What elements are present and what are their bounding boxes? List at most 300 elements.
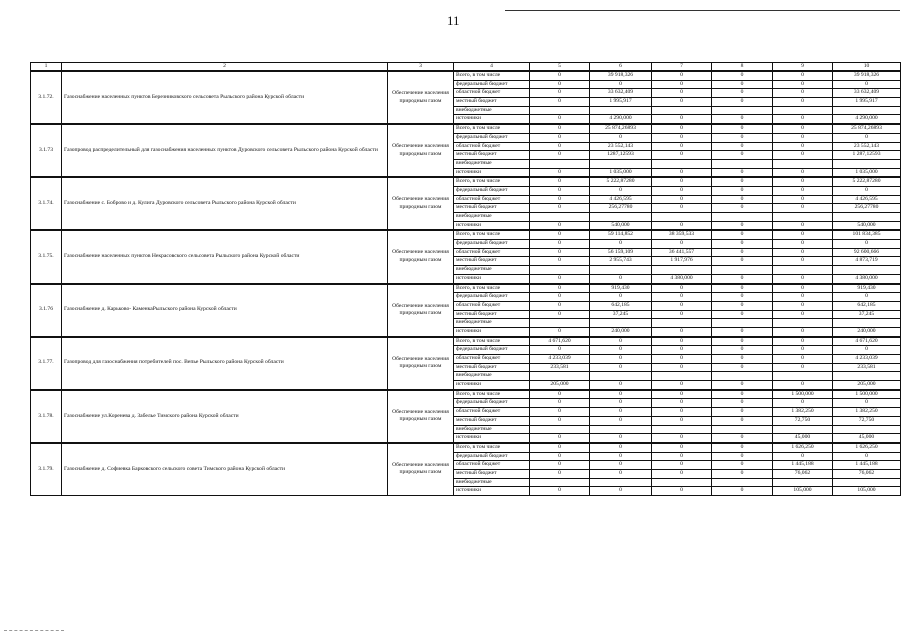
funding-source-label: внебюджетные xyxy=(454,266,530,275)
amount-cell: 4 671,620 xyxy=(833,337,901,346)
amount-cell: 0 xyxy=(652,293,712,302)
amount-cell: 4 426,595 xyxy=(833,195,901,204)
amount-cell: 76,062 xyxy=(833,469,901,478)
amount-cell: 0 xyxy=(530,284,590,293)
item-name: Газоснабжение д. Карьково- КаменкаРыльского района Курской области xyxy=(62,284,388,337)
amount-cell: 4 233,039 xyxy=(833,355,901,364)
funding-source-label: областной бюджет xyxy=(454,355,530,364)
amount-cell: 0 xyxy=(530,89,590,98)
amount-cell: 0 xyxy=(712,284,773,293)
amount-cell: 0 xyxy=(773,381,833,390)
item-name: Газоснабжение ул.Коренева д. Забелье Тимского района Курской области xyxy=(62,390,388,443)
amount-cell: 0 xyxy=(712,186,773,195)
header-cell: 10 xyxy=(833,63,901,72)
amount-cell: 0 xyxy=(712,408,773,417)
amount-cell: 0 xyxy=(590,381,652,390)
amount-cell: 0 xyxy=(712,301,773,310)
amount-cell: 0 xyxy=(773,124,833,133)
amount-cell: 0 xyxy=(652,346,712,355)
amount-cell: 0 xyxy=(652,204,712,213)
amount-cell: 0 xyxy=(833,452,901,461)
amount-cell: 205,000 xyxy=(530,381,590,390)
funding-source-label: Всего, в том числе xyxy=(454,390,530,399)
funding-source-label: областной бюджет xyxy=(454,301,530,310)
amount-cell: 33 632,409 xyxy=(590,89,652,98)
amount-cell: 0 xyxy=(773,327,833,336)
amount-cell xyxy=(530,159,590,168)
amount-cell xyxy=(590,159,652,168)
amount-cell: 0 xyxy=(773,248,833,257)
amount-cell xyxy=(652,372,712,381)
amount-cell: 0 xyxy=(652,301,712,310)
amount-cell: 0 xyxy=(652,195,712,204)
funding-source-label: источники xyxy=(454,168,530,177)
amount-cell: 0 xyxy=(530,399,590,408)
header-cell: 5 xyxy=(530,63,590,72)
amount-cell: 0 xyxy=(773,133,833,142)
amount-cell: 4 290,000 xyxy=(590,115,652,124)
funding-source-label: источники xyxy=(454,381,530,390)
funding-source-label: внебюджетные xyxy=(454,425,530,434)
amount-cell: 0 xyxy=(773,293,833,302)
amount-cell: 39 918,326 xyxy=(590,71,652,80)
amount-cell xyxy=(833,425,901,434)
amount-cell xyxy=(652,266,712,275)
funding-source-label: источники xyxy=(454,327,530,336)
amount-cell: 0 xyxy=(590,408,652,417)
amount-cell: 919,430 xyxy=(833,284,901,293)
amount-cell: 0 xyxy=(530,248,590,257)
amount-cell: 0 xyxy=(773,71,833,80)
funding-source-label: источники xyxy=(454,434,530,443)
amount-cell: 0 xyxy=(773,186,833,195)
funding-source-label: местный бюджет xyxy=(454,151,530,160)
amount-cell: 1 382,250 xyxy=(773,408,833,417)
amount-cell: 2 955,743 xyxy=(590,257,652,266)
amount-cell: 0 xyxy=(712,80,773,89)
amount-cell: 37,245 xyxy=(833,310,901,319)
item-purpose: Обеспечение населения природным газом xyxy=(388,337,454,390)
amount-cell: 0 xyxy=(590,434,652,443)
amount-cell: 0 xyxy=(652,469,712,478)
amount-cell xyxy=(773,266,833,275)
amount-cell: 0 xyxy=(530,221,590,230)
funding-source-label: областной бюджет xyxy=(454,89,530,98)
amount-cell: 0 xyxy=(652,443,712,452)
amount-cell: 0 xyxy=(773,115,833,124)
item-number: 3.1.74. xyxy=(31,177,62,230)
amount-cell xyxy=(712,478,773,487)
funding-source-label: источники xyxy=(454,221,530,230)
amount-cell xyxy=(712,425,773,434)
amount-cell: 76,062 xyxy=(773,469,833,478)
amount-cell: 0 xyxy=(530,230,590,239)
amount-cell: 0 xyxy=(652,452,712,461)
amount-cell: 0 xyxy=(773,195,833,204)
amount-cell xyxy=(530,372,590,381)
amount-cell: 0 xyxy=(530,195,590,204)
funding-source-label: федеральный бюджет xyxy=(454,346,530,355)
amount-cell: 0 xyxy=(712,310,773,319)
amount-cell xyxy=(530,106,590,115)
amount-cell xyxy=(590,372,652,381)
table-row xyxy=(31,337,901,346)
amount-cell: 0 xyxy=(652,151,712,160)
amount-cell: 4 873,719 xyxy=(833,257,901,266)
funding-source-label: местный бюджет xyxy=(454,469,530,478)
amount-cell: 1 445,188 xyxy=(833,461,901,470)
funding-source-label: областной бюджет xyxy=(454,195,530,204)
amount-cell: 0 xyxy=(530,443,590,452)
amount-cell xyxy=(712,213,773,222)
amount-cell: 37,245 xyxy=(590,310,652,319)
table-row xyxy=(31,177,901,186)
amount-cell: 0 xyxy=(530,469,590,478)
amount-cell: 0 xyxy=(773,310,833,319)
amount-cell: 0 xyxy=(712,337,773,346)
item-purpose: Обеспечение населения природным газом xyxy=(388,177,454,230)
amount-cell: 0 xyxy=(773,177,833,186)
header-row xyxy=(31,63,901,72)
amount-cell xyxy=(833,213,901,222)
amount-cell: 0 xyxy=(530,416,590,425)
amount-cell: 1287,12593 xyxy=(590,151,652,160)
amount-cell: 23 552,143 xyxy=(590,142,652,151)
amount-cell: 0 xyxy=(530,346,590,355)
amount-cell: 72,750 xyxy=(773,416,833,425)
amount-cell: 0 xyxy=(530,142,590,151)
funding-source-label: федеральный бюджет xyxy=(454,240,530,249)
amount-cell: 0 xyxy=(833,346,901,355)
header-cell: 1 xyxy=(31,63,62,72)
funding-source-label: федеральный бюджет xyxy=(454,186,530,195)
amount-cell: 0 xyxy=(712,293,773,302)
funding-source-label: федеральный бюджет xyxy=(454,452,530,461)
funding-source-label: внебюджетные xyxy=(454,372,530,381)
table-row xyxy=(31,230,901,239)
funding-source-label: внебюджетные xyxy=(454,319,530,328)
header-cell: 4 xyxy=(454,63,530,72)
amount-cell: 642,185 xyxy=(833,301,901,310)
item-name: Газоснабжение д. Софиевка Барковского сельского совета Тимского района Курской области xyxy=(62,443,388,496)
amount-cell: 36 441,557 xyxy=(652,248,712,257)
amount-cell: 0 xyxy=(773,399,833,408)
header-cell: 6 xyxy=(590,63,652,72)
amount-cell: 0 xyxy=(530,434,590,443)
amount-cell xyxy=(773,425,833,434)
amount-cell: 0 xyxy=(712,124,773,133)
amount-cell: 0 xyxy=(652,89,712,98)
amount-cell: 0 xyxy=(773,221,833,230)
funding-source-label: местный бюджет xyxy=(454,257,530,266)
amount-cell: 0 xyxy=(530,452,590,461)
amount-cell: 1 287,12593 xyxy=(833,151,901,160)
amount-cell: 0 xyxy=(833,293,901,302)
funding-source-label: источники xyxy=(454,487,530,496)
header-cell: 8 xyxy=(712,63,773,72)
funding-source-label: федеральный бюджет xyxy=(454,133,530,142)
amount-cell: 0 xyxy=(712,327,773,336)
amount-cell: 0 xyxy=(712,195,773,204)
amount-cell: 5 222,87280 xyxy=(833,177,901,186)
amount-cell: 0 xyxy=(652,408,712,417)
amount-cell: 0 xyxy=(590,461,652,470)
amount-cell: 39 918,326 xyxy=(833,71,901,80)
amount-cell: 233,581 xyxy=(833,363,901,372)
amount-cell: 0 xyxy=(773,274,833,283)
amount-cell: 0 xyxy=(712,355,773,364)
amount-cell: 0 xyxy=(712,142,773,151)
amount-cell: 0 xyxy=(652,133,712,142)
amount-cell: 0 xyxy=(773,204,833,213)
amount-cell: 23 552,143 xyxy=(833,142,901,151)
amount-cell: 0 xyxy=(712,230,773,239)
amount-cell: 0 xyxy=(712,434,773,443)
bottom-rule xyxy=(4,630,64,631)
amount-cell: 0 xyxy=(712,399,773,408)
amount-cell: 0 xyxy=(773,452,833,461)
item-number: 3.1.73 xyxy=(31,124,62,177)
amount-cell: 4 380,000 xyxy=(652,274,712,283)
amount-cell: 0 xyxy=(652,434,712,443)
amount-cell: 1 995,917 xyxy=(590,98,652,107)
amount-cell xyxy=(712,266,773,275)
amount-cell: 4 290,000 xyxy=(833,115,901,124)
amount-cell: 0 xyxy=(652,399,712,408)
amount-cell: 0 xyxy=(530,115,590,124)
item-number: 3.1.79. xyxy=(31,443,62,496)
funding-source-label: внебюджетные xyxy=(454,106,530,115)
amount-cell: 0 xyxy=(590,355,652,364)
amount-cell: 0 xyxy=(530,301,590,310)
amount-cell: 0 xyxy=(530,177,590,186)
funding-source-label: внебюджетные xyxy=(454,159,530,168)
amount-cell: 0 xyxy=(530,487,590,496)
amount-cell: 4 671,620 xyxy=(530,337,590,346)
funding-source-label: местный бюджет xyxy=(454,363,530,372)
amount-cell: 1 382,250 xyxy=(833,408,901,417)
funding-source-label: источники xyxy=(454,115,530,124)
amount-cell: 0 xyxy=(652,221,712,230)
amount-cell xyxy=(590,213,652,222)
amount-cell xyxy=(833,478,901,487)
amount-cell: 0 xyxy=(530,293,590,302)
amount-cell: 0 xyxy=(773,80,833,89)
amount-cell: 0 xyxy=(652,284,712,293)
amount-cell: 0 xyxy=(530,98,590,107)
funding-source-label: внебюджетные xyxy=(454,213,530,222)
amount-cell: 0 xyxy=(773,346,833,355)
amount-cell: 0 xyxy=(652,80,712,89)
amount-cell: 0 xyxy=(712,274,773,283)
amount-cell: 0 xyxy=(652,381,712,390)
amount-cell: 0 xyxy=(652,337,712,346)
amount-cell: 0 xyxy=(590,487,652,496)
amount-cell: 240,000 xyxy=(833,327,901,336)
amount-cell: 0 xyxy=(590,416,652,425)
amount-cell: 72,750 xyxy=(833,416,901,425)
amount-cell: 5 222,87280 xyxy=(590,177,652,186)
amount-cell: 25 874,26893 xyxy=(590,124,652,133)
amount-cell: 1 035,000 xyxy=(833,168,901,177)
amount-cell: 0 xyxy=(712,452,773,461)
funding-source-label: федеральный бюджет xyxy=(454,399,530,408)
amount-cell: 233,581 xyxy=(530,363,590,372)
amount-cell: 4 380,000 xyxy=(833,274,901,283)
item-purpose: Обеспечение населения природным газом xyxy=(388,284,454,337)
amount-cell: 0 xyxy=(652,327,712,336)
amount-cell xyxy=(773,478,833,487)
amount-cell: 0 xyxy=(530,204,590,213)
amount-cell: 0 xyxy=(712,346,773,355)
amount-cell: 0 xyxy=(652,416,712,425)
amount-cell: 1 917,976 xyxy=(652,257,712,266)
amount-cell: 0 xyxy=(712,204,773,213)
amount-cell: 0 xyxy=(712,390,773,399)
funding-source-label: местный бюджет xyxy=(454,310,530,319)
amount-cell: 0 xyxy=(773,240,833,249)
funding-source-label: внебюджетные xyxy=(454,478,530,487)
amount-cell: 0 xyxy=(773,98,833,107)
amount-cell: 0 xyxy=(773,230,833,239)
amount-cell: 540,000 xyxy=(833,221,901,230)
amount-cell: 0 xyxy=(652,142,712,151)
amount-cell xyxy=(530,478,590,487)
amount-cell: 0 xyxy=(652,355,712,364)
amount-cell: 256,27780 xyxy=(833,204,901,213)
amount-cell xyxy=(530,425,590,434)
amount-cell xyxy=(833,372,901,381)
amount-cell xyxy=(712,159,773,168)
amount-cell: 0 xyxy=(712,115,773,124)
amount-cell xyxy=(833,319,901,328)
funding-source-label: областной бюджет xyxy=(454,248,530,257)
item-name: Газопровод для газоснабжения потребителей пос. Вепье Рыльского района Курской области xyxy=(62,337,388,390)
amount-cell: 0 xyxy=(773,363,833,372)
amount-cell: 1 500,000 xyxy=(773,390,833,399)
funding-source-label: федеральный бюджет xyxy=(454,80,530,89)
funding-source-label: областной бюджет xyxy=(454,461,530,470)
funding-source-label: Всего, в том числе xyxy=(454,71,530,80)
amount-cell: 0 xyxy=(530,390,590,399)
amount-cell: 0 xyxy=(590,363,652,372)
amount-cell: 0 xyxy=(833,186,901,195)
amount-cell: 0 xyxy=(530,71,590,80)
amount-cell: 256,27780 xyxy=(590,204,652,213)
amount-cell: 540,000 xyxy=(590,221,652,230)
amount-cell: 0 xyxy=(773,168,833,177)
amount-cell: 105,000 xyxy=(833,487,901,496)
amount-cell xyxy=(652,319,712,328)
amount-cell: 38 359,533 xyxy=(652,230,712,239)
funding-source-label: Всего, в том числе xyxy=(454,443,530,452)
amount-cell: 0 xyxy=(712,469,773,478)
amount-cell: 0 xyxy=(712,381,773,390)
top-rule xyxy=(505,10,900,11)
amount-cell: 0 xyxy=(773,89,833,98)
amount-cell: 0 xyxy=(652,115,712,124)
amount-cell: 0 xyxy=(530,168,590,177)
amount-cell: 0 xyxy=(590,469,652,478)
amount-cell: 0 xyxy=(530,310,590,319)
amount-cell: 0 xyxy=(773,301,833,310)
item-purpose: Обеспечение населения природным газом xyxy=(388,443,454,496)
amount-cell: 0 xyxy=(773,355,833,364)
amount-cell xyxy=(833,266,901,275)
amount-cell: 0 xyxy=(652,124,712,133)
funding-source-label: источники xyxy=(454,274,530,283)
table-row xyxy=(31,390,901,399)
amount-cell: 0 xyxy=(712,89,773,98)
amount-cell: 0 xyxy=(530,240,590,249)
amount-cell: 0 xyxy=(590,399,652,408)
amount-cell: 0 xyxy=(712,168,773,177)
amount-cell: 0 xyxy=(530,461,590,470)
item-name: Газоснабжение с. Боброво и д. Кулига Дуровского сельсовета Рыльского района Курской области xyxy=(62,177,388,230)
amount-cell xyxy=(530,266,590,275)
item-purpose: Обеспечение населения природным газом xyxy=(388,230,454,283)
amount-cell: 240,000 xyxy=(590,327,652,336)
item-number: 3.1.72. xyxy=(31,71,62,124)
item-name: Газоснабжение населенных пунктов Березниковского сельсовета Рыльского района Курской области xyxy=(62,71,388,124)
amount-cell: 4 233,039 xyxy=(530,355,590,364)
amount-cell xyxy=(652,213,712,222)
amount-cell: 0 xyxy=(590,443,652,452)
funding-source-label: Всего, в том числе xyxy=(454,337,530,346)
amount-cell xyxy=(652,159,712,168)
amount-cell: 0 xyxy=(833,133,901,142)
amount-cell: 0 xyxy=(652,168,712,177)
funding-source-label: местный бюджет xyxy=(454,204,530,213)
item-purpose: Обеспечение населения природным газом xyxy=(388,390,454,443)
amount-cell: 0 xyxy=(712,221,773,230)
amount-cell: 1 500,000 xyxy=(833,390,901,399)
amount-cell: 0 xyxy=(652,71,712,80)
amount-cell: 0 xyxy=(530,186,590,195)
amount-cell xyxy=(833,106,901,115)
amount-cell: 0 xyxy=(590,240,652,249)
header-cell: 9 xyxy=(773,63,833,72)
funding-source-label: Всего, в том числе xyxy=(454,230,530,239)
funding-source-label: Всего, в том числе xyxy=(454,124,530,133)
amount-cell xyxy=(712,319,773,328)
amount-cell xyxy=(712,106,773,115)
amount-cell: 25 874,26893 xyxy=(833,124,901,133)
amount-cell: 642,185 xyxy=(590,301,652,310)
funding-source-label: федеральный бюджет xyxy=(454,293,530,302)
funding-source-label: местный бюджет xyxy=(454,98,530,107)
amount-cell xyxy=(590,425,652,434)
amount-cell: 0 xyxy=(530,151,590,160)
amount-cell xyxy=(530,213,590,222)
amount-cell: 1 445,188 xyxy=(773,461,833,470)
item-number: 3.1.75. xyxy=(31,230,62,283)
amount-cell: 0 xyxy=(530,80,590,89)
amount-cell: 0 xyxy=(652,390,712,399)
amount-cell: 0 xyxy=(833,80,901,89)
amount-cell xyxy=(530,319,590,328)
item-purpose: Обеспечение населения природным газом xyxy=(388,124,454,177)
item-name: Газопровод распределительный для газоснабжения населенных пунктов Дуровского сельсовета Рыльского района Курской области xyxy=(62,124,388,177)
amount-cell: 0 xyxy=(712,416,773,425)
amount-cell: 0 xyxy=(530,327,590,336)
amount-cell: 1 035,000 xyxy=(590,168,652,177)
amount-cell: 0 xyxy=(712,487,773,496)
amount-cell: 0 xyxy=(712,133,773,142)
amount-cell: 0 xyxy=(530,408,590,417)
amount-cell: 4 426,595 xyxy=(590,195,652,204)
amount-cell: 45,000 xyxy=(773,434,833,443)
